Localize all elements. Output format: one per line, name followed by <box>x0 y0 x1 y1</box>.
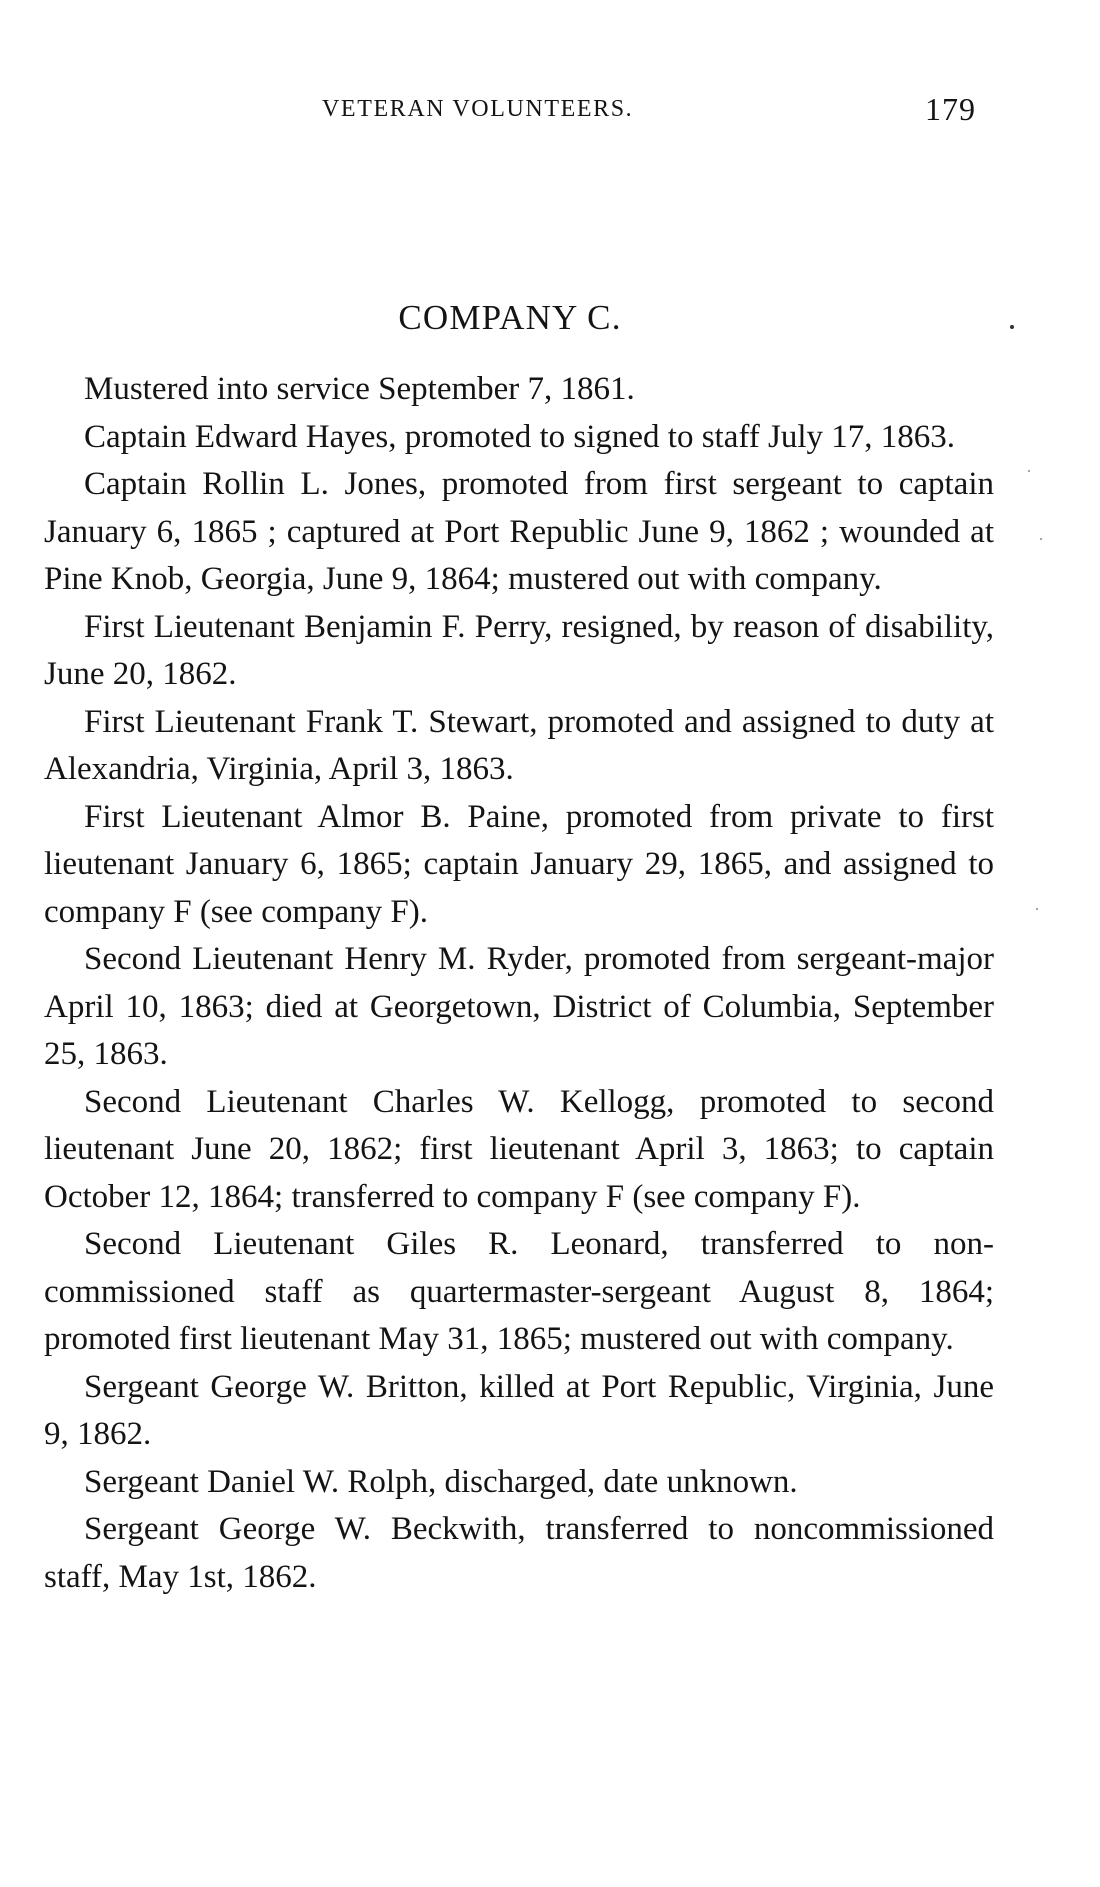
paragraph: Sergeant George W. Britton, killed at Port Republic, Virginia, June 9, 1862. <box>44 1368 994 1452</box>
body-text <box>44 366 994 1601</box>
paragraph: Mustered into service September 7, 1861. <box>84 371 635 407</box>
paragraph: Second Lieutenant Charles W. Kellogg, promoted to second lieutenant June 20, 1862; first lieutenant April 3, 1863; to captain October 12, 1864; transferred to company F (see company F). <box>44 1083 994 1215</box>
paragraph: First Lieutenant Benjamin F. Perry, resigned, by reason of disability, June 20, 1862. <box>44 608 994 692</box>
paragraph: Sergeant George W. Beckwith, transferred to noncommissioned staff, May 1st, 1862. <box>44 1511 994 1595</box>
section-title: COMPANY C. <box>398 298 622 337</box>
running-head: VETERAN VOLUNTEERS. <box>322 96 634 122</box>
paragraph: Second Lieutenant Giles R. Leonard, transferred to non-commissioned staff as quartermaster-sergeant August 8, 1864; promoted first lieutenant May 31, 1865; mustered out with company. <box>44 1226 994 1357</box>
speck-mark <box>1010 325 1014 329</box>
speck-mark <box>1036 908 1038 910</box>
speck-mark <box>1040 538 1042 540</box>
speck-mark <box>1028 470 1030 472</box>
page-number: 179 <box>925 91 976 127</box>
paragraph: Second Lieutenant Henry M. Ryder, promoted from sergeant-major April 10, 1863; died at Georgetown, District of Columbia, September 25, 1863. <box>44 941 994 1072</box>
paragraph: Captain Rollin L. Jones, promoted from first sergeant to captain January 6, 1865 ; captured at Port Republic June 9, 1862 ; wounded at Pine Knob, Georgia, June 9, 1864; mustered out with company. <box>44 466 994 597</box>
paragraph: Sergeant Daniel W. Rolph, discharged, date unknown. <box>84 1463 798 1500</box>
paragraph: Captain Edward Hayes, promoted to signed to staff July 17, 1863. <box>84 418 956 455</box>
paragraph: First Lieutenant Almor B. Paine, promoted from private to first lieutenant January 6, 1865; captain January 29, 1865, and assigned to company F (see company F). <box>44 798 994 930</box>
paragraph: First Lieutenant Frank T. Stewart, promoted and assigned to duty at Alexandria, Virginia, April 3, 1863. <box>44 703 994 787</box>
